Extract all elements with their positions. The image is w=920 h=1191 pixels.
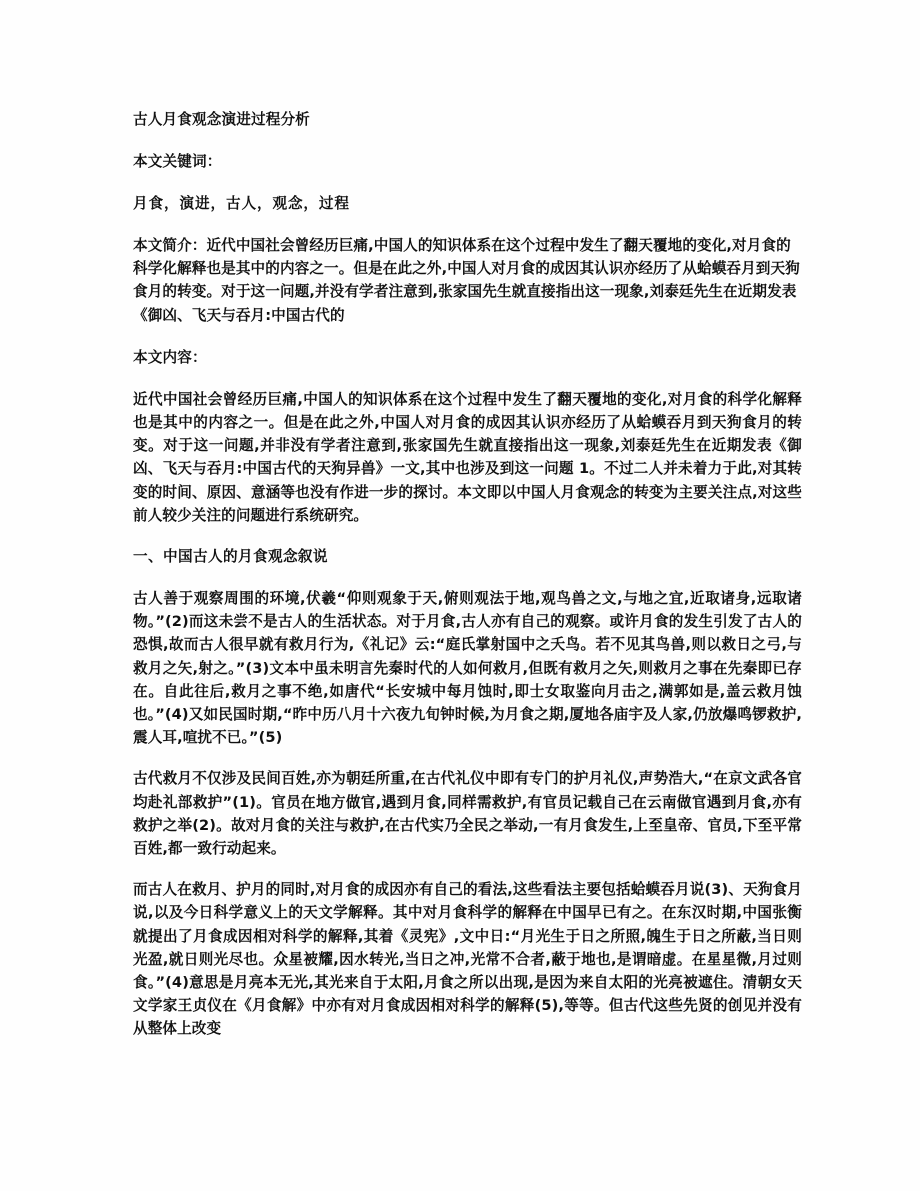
body-paragraph: 古代救月不仅涉及民间百姓,亦为朝廷所重,在古代礼仪中即有专门的护月礼仪,声势浩大,“在京文武各官均赴礼部救护”(1)。官员在地方做官,遇到月食,同样需救护,有官员记载自己在云南做官遇到月食,亦有救护之举(2)。故对月食的关注与救护,在古代实乃全民之举动,一有月食发生,上至皇帝、官员,下至平常百姓,都一致行动起来。 (133, 770, 802, 858)
body-paragraph: 古人善于观察周围的环境,伏羲“仰则观象于天,俯则观法于地,观鸟兽之文,与地之宜,近取诸身,远取诸物。”(2)而这未尝不是古人的生活状态。对于月食,古人亦有自己的观察。或许月食的发生引发了古人的恐惧,故而古人很早就有救月行为,《礼记》云:“庭氏掌射国中之夭鸟。若不见其鸟兽,则以救日之弓,与救月之矢,射之。”(3)文本中虽未明言先秦时代的人如何救月,但既有救月之矢,则救月之事在先秦即已存在。自此往后,救月之事不绝,如唐代“长安城中每月蚀时,即士女取鉴向月击之,满郭如是,盖云救月蚀也。”(4)又如民国时期,“昨中历八月十六夜九旬钟时候,为月食之期,厦地各庙宇及人家,仍放爆鸣锣救护,震人耳,喧扰不已。”(5) (133, 590, 802, 747)
content-label: 本文内容： (133, 348, 207, 366)
page-title: 古人月食观念演进过程分析 (133, 111, 310, 128)
abstract-text: 本文简介：近代中国社会曾经历巨痛,中国人的知识体系在这个过程中发生了翻天覆地的变化,对月食的科学化解释也是其中的内容之一。但是在此之外,中国人对月食的成因其认识亦经历了从蛤蟆吞月到天狗食月的转变。对于这一问题,并没有学者注意到,张家国先生就直接指出这一现象,刘泰廷先生在近期发表《御凶、飞天与吞月:中国古代的 (133, 237, 800, 324)
keywords-label: 本文关键词： (133, 153, 222, 170)
section-heading-1: 一、中国古人的月食观念叙说 (133, 548, 328, 566)
body-paragraph: 近代中国社会曾经历巨痛,中国人的知识体系在这个过程中发生了翻天覆地的变化,对月食的科学化解释也是其中的内容之一。但是在此之外,中国人对月食的成因其认识亦经历了从蛤蟆吞月到天狗食月的转变。对于这一问题,并非没有学者注意到,张家国先生就直接指出这一现象,刘泰廷先生在近期发表《御凶、飞天与吞月:中国古代的天狗异兽》一文,其中也涉及到这一问题 1。不过二人并未着力于此,对其转变的时间、原因、意涵等也没有作进一步的探讨。本文即以中国人月食观念的转变为主要关注点,对这些前人较少关注的问题进行系统研究。 (133, 390, 802, 524)
keywords-list: 月食，演进，古人，观念，过程 (133, 195, 350, 212)
body-paragraph: 而古人在救月、护月的同时,对月食的成因亦有自己的看法,这些看法主要包括蛤蟆吞月说(3)、天狗食月说,以及今日科学意义上的天文学解释。其中对月食科学的解释在中国早已有之。在东汉时期,中国张衡就提出了月食成因相对科学的解释,其着《灵宪》,文中日:“月光生于日之所照,魄生于日之所蔽,当日则光盈,就日则光尽也。众星被耀,因水转光,当日之冲,光常不合者,蔽于地也,是谓暗虚。在星星微,月过则食。”(4)意思是月亮本无光,其光来自于太阳,月食之所以出现,是因为来自太阳的光亮被遮住。清朝女天文学家王贞仪在《月食解》中亦有对月食成因相对科学的解释(5),等等。但古代这些先贤的创见并没有从整体上改变 (133, 881, 802, 1038)
